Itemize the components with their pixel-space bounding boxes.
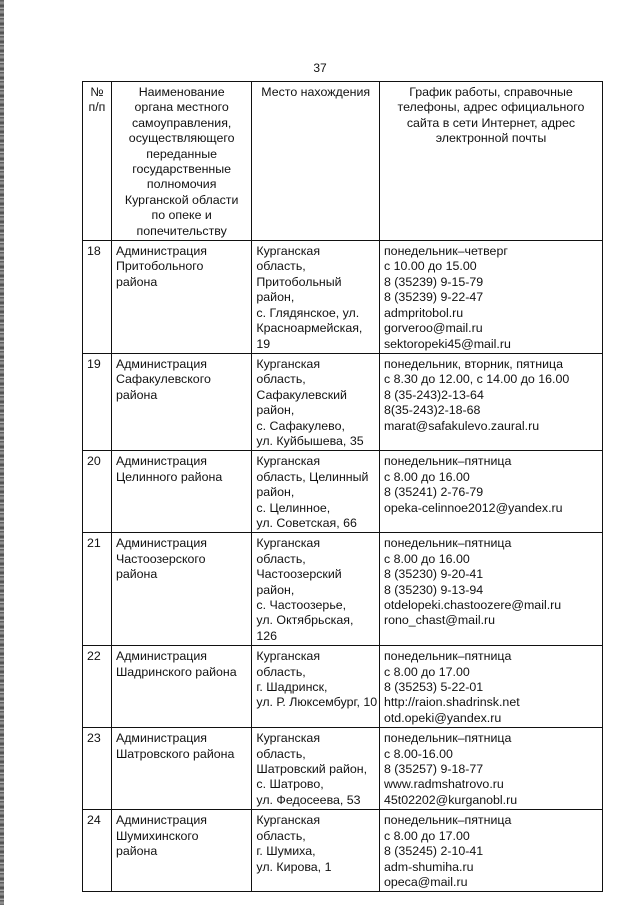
row-location-line: область, [256,746,306,761]
row-location-line: с. Сафакулево, [256,418,345,433]
row-org-cell [111,241,251,354]
row-num: 21 [87,536,101,551]
page-number: 37 [313,61,327,75]
row-schedule-cell [379,810,602,892]
row-location-cell [252,241,380,354]
row-location-line: с. Шатрово, [256,777,324,792]
row-num-cell [83,533,112,646]
header-org-line: полномочия [146,177,217,192]
row-location-line: Частоозерский [256,567,342,582]
header-org-line: самоуправления, [131,115,232,130]
row-schedule-line: понедельник–пятница [383,454,512,469]
row-schedule-line: marat@safakulevo.zaural.ru [383,418,540,433]
row-schedule-line: http://raion.shadrinsk.net [383,695,520,710]
row-location-line: область, [256,828,306,843]
row-org-line: района [115,274,158,289]
row-schedule-cell [379,728,602,810]
row-schedule-cell [379,241,602,354]
header-org-line: переданные [146,146,218,161]
row-location-line: область, Целинный [256,469,369,484]
table-row [83,646,603,728]
row-location-line: с. Глядянское, ул. [256,305,360,320]
row-location-line: Сафакулевский [256,387,347,402]
row-schedule-line: понедельник–пятница [383,536,512,551]
row-schedule-line: 8(35-243)2-18-68 [383,403,481,418]
row-schedule-line: 8 (35-243)2-13-64 [383,387,484,402]
header-num-line: № [90,85,104,99]
row-location-line: Курганская [256,454,321,469]
row-num: 18 [87,244,101,259]
header-org-line: Наименование [138,85,225,99]
table-row [83,810,603,892]
row-schedule-line: с 8.00 до 16.00 [383,469,470,484]
row-location-line: область, [256,259,306,274]
header-org-line: попечительству [136,223,227,238]
row-schedule-cell [379,646,602,728]
row-location-line: ул. Октябрьская, [256,613,354,628]
row-location-cell [252,810,380,892]
row-num-cell [83,353,112,450]
row-location-line: район, [256,290,295,305]
row-org-cell [111,353,251,450]
guardianship-authorities-table [82,81,603,892]
row-location-line: Курганская [256,244,321,259]
row-location-line: Курганская [256,813,321,828]
row-schedule-line: www.radmshatrovo.ru [383,777,504,792]
table-row [83,241,603,354]
row-location-line: Шатровский район, [256,762,368,777]
row-num-cell [83,810,112,892]
row-org-cell [111,728,251,810]
row-location-line: ул. Советская, 66 [256,515,357,530]
row-location-line: с. Целинное, [256,500,331,515]
row-location-line: Курганская [256,731,321,746]
row-org-line: района [115,387,158,402]
row-location-cell [252,353,380,450]
table-row [83,353,603,450]
row-schedule-line: 8 (35253) 5-22-01 [383,680,484,695]
header-schedule-line: График работы, справочные [409,85,573,99]
row-location-line: Курганская [256,356,321,371]
header-org [111,82,251,241]
row-location-line: область, [256,664,306,679]
row-location-line: с. Частоозерье, [256,598,347,612]
header-num-line: п/п [88,100,106,115]
row-schedule-line: 45t02202@kurganobl.ru [383,792,518,807]
row-schedule-line: 8 (35257) 9-18-77 [383,762,484,777]
row-location-line: г. Шадринск, [256,680,328,695]
row-schedule-line: 8 (35241) 2-76-79 [383,485,484,500]
header-schedule-line: телефоны, адрес официального [397,100,585,115]
row-location-line: Курганская [256,649,321,664]
table-row [83,451,603,533]
row-location-line: г. Шумиха, [256,844,316,859]
header-org-line: государственные [132,162,232,177]
row-location-cell [252,533,380,646]
row-org-line: района [115,844,158,859]
row-schedule-line: 8 (35239) 9-15-79 [383,274,484,289]
row-org-line: Целинного района [115,469,223,484]
table-row [83,728,603,810]
row-location-line: Красноармейская, [256,321,363,336]
row-schedule-line: opeka-celinnoe2012@yandex.ru [383,500,563,515]
row-schedule-line: sektoropeki45@mail.ru [383,336,511,351]
row-org-line: Администрация [115,731,208,746]
row-org-line: Администрация [115,649,208,664]
header-org-line: осуществляющего [128,131,235,146]
row-num-cell [83,241,112,354]
row-location-line: 19 [256,336,271,351]
table-body [83,241,603,892]
header-schedule [379,82,602,241]
row-org-cell [111,646,251,728]
row-schedule-line: 8 (35245) 2-10-41 [383,844,484,859]
row-location-line: область, [256,372,306,387]
row-org-line: Администрация [115,813,208,828]
row-location-line: ул. Федосеева, 53 [256,792,361,807]
row-num: 24 [87,813,101,828]
row-org-line: Притобольного [115,259,204,274]
row-org-line: Шадринского района [115,664,237,679]
row-num-cell [83,646,112,728]
row-org-line: Шумихинского [115,828,199,843]
header-num [83,82,112,241]
row-schedule-line: понедельник–пятница [383,649,512,664]
row-schedule-line: 8 (35230) 9-20-41 [383,567,484,582]
row-schedule-line: с 8.00 до 17.00 [383,828,470,843]
row-schedule-line: adm-shumiha.ru [383,859,474,874]
row-org-cell [111,451,251,533]
row-location-cell [252,646,380,728]
header-location-line: Место нахождения [261,85,371,99]
row-location-line: 126 [256,628,278,643]
row-schedule-line: с 8.00-16.00 [383,746,453,761]
row-org-line: Частоозерского [115,551,206,566]
row-schedule-line: с 10.00 до 15.00 [383,259,477,274]
row-org-line: Администрация [115,536,208,551]
table-row [83,533,603,646]
row-org-cell [111,533,251,646]
row-schedule-cell [379,353,602,450]
header-location [252,82,380,241]
row-location-line: ул. Кирова, 1 [256,859,332,874]
header-org-line: органа местного [134,100,229,115]
row-schedule-line: 8 (35239) 9-22-47 [383,290,484,305]
row-org-line: Администрация [115,244,208,259]
header-org-line: по опеке и [151,208,212,223]
row-num: 22 [87,649,101,664]
row-location-line: ул. Р. Люксембург, 10 [256,695,378,710]
row-schedule-cell [379,451,602,533]
header-schedule-line: электронной почты [435,131,547,146]
row-num: 23 [87,731,101,746]
row-schedule-line: opeca@mail.ru [383,874,468,889]
row-location-line: район, [256,582,295,597]
row-org-line: Администрация [115,356,208,371]
row-location-cell [252,728,380,810]
row-schedule-line: понедельник, вторник, пятница [383,356,564,371]
row-location-line: Притобольный [256,274,342,289]
row-schedule-cell [379,533,602,646]
row-schedule-line: с 8.00 до 16.00 [383,551,470,566]
row-schedule-line: понедельник–пятница [383,813,512,828]
row-schedule-line: otdelopeki.chastoozere@mail.ru [383,598,562,612]
row-num-cell [83,728,112,810]
row-schedule-line: с 8.00 до 17.00 [383,664,470,679]
row-location-line: ул. Куйбышева, 35 [256,433,364,448]
row-schedule-line: gorveroo@mail.ru [383,321,483,336]
row-location-line: район, [256,485,295,500]
row-num-cell [83,451,112,533]
row-schedule-line: rono_chast@mail.ru [383,613,496,628]
row-schedule-line: с 8.30 до 12.00, с 14.00 до 16.00 [383,372,570,387]
row-location-line: район, [256,403,295,418]
row-org-line: Шатровского района [115,746,235,761]
row-schedule-line: otd.opeki@yandex.ru [383,710,502,725]
row-schedule-line: понедельник–пятница [383,731,512,746]
scan-edge-artifact [0,0,4,905]
row-location-cell [252,451,380,533]
row-org-line: Администрация [115,454,208,469]
row-location-line: Курганская [256,536,321,551]
row-num: 19 [87,356,101,371]
row-org-cell [111,810,251,892]
row-schedule-line: admpritobol.ru [383,305,464,320]
row-schedule-line: 8 (35230) 9-13-94 [383,582,484,597]
row-schedule-line: понедельник–четверг [383,244,508,259]
header-schedule-line: сайта в сети Интернет, адрес [406,115,576,130]
row-num: 20 [87,454,101,469]
row-location-line: область, [256,551,306,566]
row-org-line: Сафакулевского [115,372,211,387]
header-row [83,82,603,241]
header-org-line: Курганской области [124,192,239,207]
row-org-line: района [115,567,158,582]
